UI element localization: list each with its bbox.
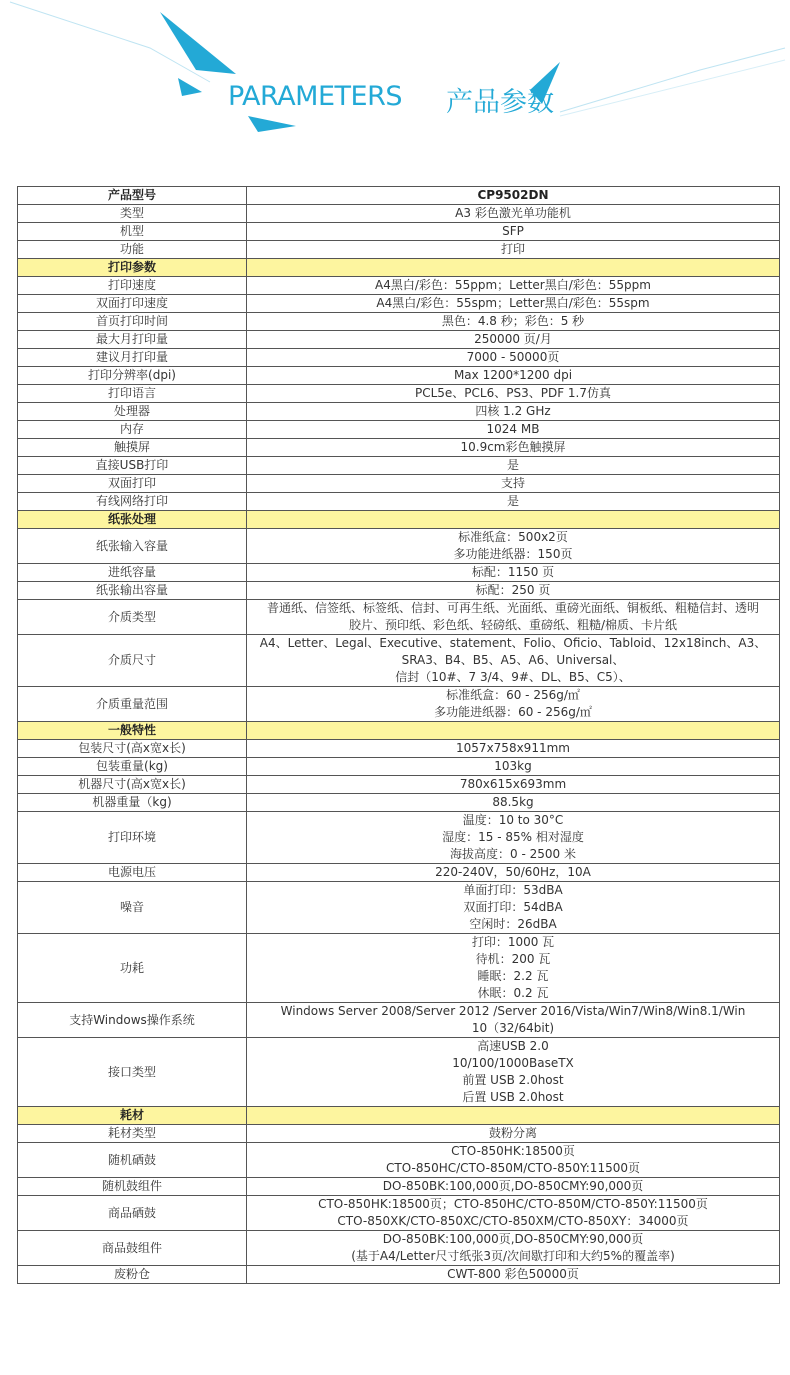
spec-label: 介质尺寸 [18,635,247,687]
spec-value-line: 支持 [500,476,525,490]
triangle-decoration [178,78,202,96]
spec-row [18,882,780,934]
spec-value-line: CTO-850HC/CTO-850M/CTO-850Y:11500页 [386,1161,640,1175]
spec-row [18,600,780,635]
spec-label: 打印语言 [18,385,247,403]
spec-value [247,367,780,385]
spec-row [18,421,780,439]
spec-value-line: 标准纸盒：60 - 256g/㎡ [446,688,580,702]
spec-label: 介质类型 [18,600,247,635]
spec-value [247,1266,780,1284]
spec-value-line: 1057x758x911mm [456,741,570,755]
spec-row [18,1231,780,1266]
spec-row [18,635,780,687]
spec-value [247,529,780,564]
spec-label: 商品硒鼓 [18,1196,247,1231]
spec-label: 双面打印 [18,475,247,493]
spec-value [247,457,780,475]
spec-row [18,457,780,475]
spec-value-line: 10/100/1000BaseTX [452,1056,574,1070]
spec-row [18,223,780,241]
section-title: 纸张处理 [18,511,247,529]
spec-value-line: A4黑白/彩色：55ppm；Letter黑白/彩色：55ppm [375,278,651,292]
spec-value-line: Max 1200*1200 dpi [453,368,573,382]
spec-value-line: 休眠：0.2 瓦 [477,986,549,1000]
spec-value-line: CWT-800 彩色50000页 [447,1267,579,1281]
spec-label: 耗材类型 [18,1125,247,1143]
spec-label: 最大月打印量 [18,331,247,349]
spec-value-line: 双面打印：54dBA [463,900,563,914]
banner-title-en: PARAMETERS [228,81,402,112]
spec-value [247,564,780,582]
spec-label: 机型 [18,223,247,241]
spec-value [247,295,780,313]
spec-label: 商品鼓组件 [18,1231,247,1266]
spec-row [18,367,780,385]
spec-label: 噪音 [18,882,247,934]
section-header-row [18,722,780,740]
spec-value-line: 待机：200 瓦 [475,952,551,966]
spec-row [18,776,780,794]
spec-value-line: PCL5e、PCL6、PS3、PDF 1.7仿真 [414,386,612,400]
spec-value-line: CTO-850HK:18500页；CTO-850HC/CTO-850M/CTO-850Y:11500页 [318,1197,708,1211]
spec-row [18,687,780,722]
spec-label: 双面打印速度 [18,295,247,313]
spec-value [247,794,780,812]
spec-row [18,277,780,295]
spec-value-line: 打印 [500,242,525,256]
model-label: 产品型号 [18,187,247,205]
spec-value [247,1038,780,1107]
spec-label: 建议月打印量 [18,349,247,367]
spec-value-line: 250000 页/月 [474,332,552,346]
spec-row [18,794,780,812]
triangle-decoration [248,116,296,132]
spec-label: 打印分辨率(dpi) [18,367,247,385]
spec-value [247,687,780,722]
spec-value-line: SFP [502,224,524,238]
spec-label: 类型 [18,205,247,223]
spec-row [18,1178,780,1196]
spec-value-line: 黑色：4.8 秒；彩色：5 秒 [441,314,585,328]
spec-value [247,205,780,223]
spec-value-line: 胶片、预印纸、彩色纸、轻磅纸、重磅纸、粗糙/棉质、卡片纸 [348,618,678,632]
spec-value-line: 标配：1150 页 [471,565,555,579]
spec-value-line: 温度：10 to 30°C [462,813,564,827]
spec-value [247,864,780,882]
spec-row [18,241,780,259]
spec-label: 直接USB打印 [18,457,247,475]
section-filler [247,1107,780,1125]
spec-row [18,1143,780,1178]
section-header-row [18,511,780,529]
spec-row [18,493,780,511]
spec-label: 随机鼓组件 [18,1178,247,1196]
spec-row [18,313,780,331]
spec-row [18,564,780,582]
spec-row [18,1266,780,1284]
spec-label: 介质重量范围 [18,687,247,722]
spec-value-line: A4黑白/彩色：55spm；Letter黑白/彩色：55spm [376,296,650,310]
spec-row [18,864,780,882]
spec-row [18,812,780,864]
banner-title-cn: 产品参数 [446,87,554,118]
spec-value-line: 单面打印：53dBA [463,883,563,897]
spec-value-line: 10.9cm彩色触摸屏 [460,440,566,454]
spec-value-line: 高速USB 2.0 [477,1039,549,1053]
spec-label: 随机硒鼓 [18,1143,247,1178]
spec-value [247,582,780,600]
section-title: 耗材 [18,1107,247,1125]
spec-value-line: 标配：250 页 [475,583,551,597]
spec-row [18,1003,780,1038]
spec-value-line: A4、Letter、Legal、Executive、statement、Folio、Oficio、Tabloid、12x18inch、A3、 [259,636,767,650]
spec-value-line: SRA3、B4、B5、A5、A6、Universal、 [401,653,625,667]
spec-value [247,313,780,331]
spec-row [18,475,780,493]
spec-value [247,635,780,687]
spec-label: 电源电压 [18,864,247,882]
spec-row [18,349,780,367]
spec-value [247,740,780,758]
spec-value-line: 后置 USB 2.0host [462,1090,564,1104]
section-header-row [18,1107,780,1125]
spec-row [18,1125,780,1143]
spec-value-line: 多功能进纸器：150页 [453,547,573,561]
spec-value-line: 四核 1.2 GHz [475,404,551,418]
spec-value-line: CTO-850XK/CTO-850XC/CTO-850XM/CTO-850XY：34000页 [337,1214,689,1228]
spec-value [247,1125,780,1143]
spec-label: 包装尺寸(高x宽x长) [18,740,247,758]
spec-value-line: 88.5kg [492,795,534,809]
spec-row [18,403,780,421]
spec-label: 有线网络打印 [18,493,247,511]
spec-value [247,349,780,367]
spec-value-line: 普通纸、信签纸、标签纸、信封、可再生纸、光面纸、重磅光面纸、铜板纸、粗糙信封、透明 [266,601,759,615]
spec-value-line: 打印：1000 瓦 [471,935,555,949]
spec-value [247,776,780,794]
spec-value-line: 睡眠：2.2 瓦 [477,969,549,983]
spec-table [17,186,780,1284]
spec-value-line: 湿度：15 - 85% 相对湿度 [442,830,584,844]
spec-row [18,331,780,349]
spec-value-line: 是 [506,458,519,472]
spec-value-line: Windows Server 2008/Server 2012 /Server 2016/Vista/Win7/Win8/Win8.1/Win [280,1004,746,1018]
spec-value [247,882,780,934]
spec-label: 纸张输入容量 [18,529,247,564]
spec-row [18,1038,780,1107]
spec-value-line: 空闲时：26dBA [469,917,557,931]
spec-value [247,1231,780,1266]
spec-value [247,403,780,421]
spec-label: 打印速度 [18,277,247,295]
spec-value [247,1143,780,1178]
spec-value [247,600,780,635]
spec-value [247,812,780,864]
spec-value [247,1003,780,1038]
spec-label: 处理器 [18,403,247,421]
spec-row [18,529,780,564]
spec-label: 机器重量（kg) [18,794,247,812]
spec-value-line: 多功能进纸器：60 - 256g/㎡ [434,705,592,719]
spec-row [18,758,780,776]
spec-label: 接口类型 [18,1038,247,1107]
spec-value-line: DO-850BK:100,000页,DO-850CMY:90,000页 [382,1179,644,1193]
spec-label: 内存 [18,421,247,439]
spec-label: 废粉仓 [18,1266,247,1284]
spec-value-line: 标准纸盒：500x2页 [458,530,568,544]
spec-value-line: 海拔高度：0 - 2500 米 [450,847,576,861]
spec-label: 机器尺寸(高x宽x长) [18,776,247,794]
spec-value [247,277,780,295]
parameters-banner [0,0,790,140]
spec-value [247,1196,780,1231]
spec-value-line: 前置 USB 2.0host [462,1073,564,1087]
spec-value-line: CTO-850HK:18500页 [451,1144,575,1158]
spec-value-line: 鼓粉分离 [488,1126,537,1140]
spec-row [18,582,780,600]
spec-row [18,205,780,223]
section-header-row [18,259,780,277]
spec-value-line: (基于A4/Letter尺寸纸张3页/次间歇打印和大约5%的覆盖率) [351,1249,675,1263]
spec-label: 打印环境 [18,812,247,864]
banner-decoration [0,0,790,140]
spec-value [247,439,780,457]
spec-row [18,295,780,313]
section-title: 打印参数 [18,259,247,277]
spec-value [247,331,780,349]
spec-value [247,934,780,1003]
section-filler [247,511,780,529]
spec-value-line: DO-850BK:100,000页,DO-850CMY:90,000页 [382,1232,644,1246]
spec-value [247,1178,780,1196]
spec-label: 进纸容量 [18,564,247,582]
model-row [18,187,780,205]
spec-row [18,439,780,457]
spec-row [18,1196,780,1231]
spec-row [18,740,780,758]
spec-value-line: 780x615x693mm [459,777,567,791]
spec-value [247,421,780,439]
spec-value-line: 10（32/64bit) [471,1021,555,1035]
model-value: CP9502DN [247,187,780,205]
spec-value [247,493,780,511]
spec-value-line: 信封（10#、7 3/4、9#、DL、B5、C5）、 [395,670,631,684]
spec-value-line: 220-240V，50/60Hz，10A [435,865,591,879]
right-line-decoration [560,48,785,112]
spec-value [247,758,780,776]
section-filler [247,259,780,277]
spec-value-line: A3 彩色激光单功能机 [455,206,571,220]
section-filler [247,722,780,740]
spec-label: 首页打印时间 [18,313,247,331]
spec-row [18,934,780,1003]
section-title: 一般特性 [18,722,247,740]
spec-row [18,385,780,403]
spec-value-line: 7000 - 50000页 [466,350,560,364]
spec-value [247,223,780,241]
spec-label: 支持Windows操作系统 [18,1003,247,1038]
spec-value [247,475,780,493]
spec-label: 触摸屏 [18,439,247,457]
spec-value-line: 103kg [494,759,532,773]
spec-label: 包装重量(kg) [18,758,247,776]
spec-value-line: 1024 MB [486,422,540,436]
spec-label: 纸张输出容量 [18,582,247,600]
spec-value [247,241,780,259]
spec-label: 功能 [18,241,247,259]
spec-value-line: 是 [506,494,519,508]
triangle-decoration [160,12,236,74]
spec-label: 功耗 [18,934,247,1003]
spec-value [247,385,780,403]
